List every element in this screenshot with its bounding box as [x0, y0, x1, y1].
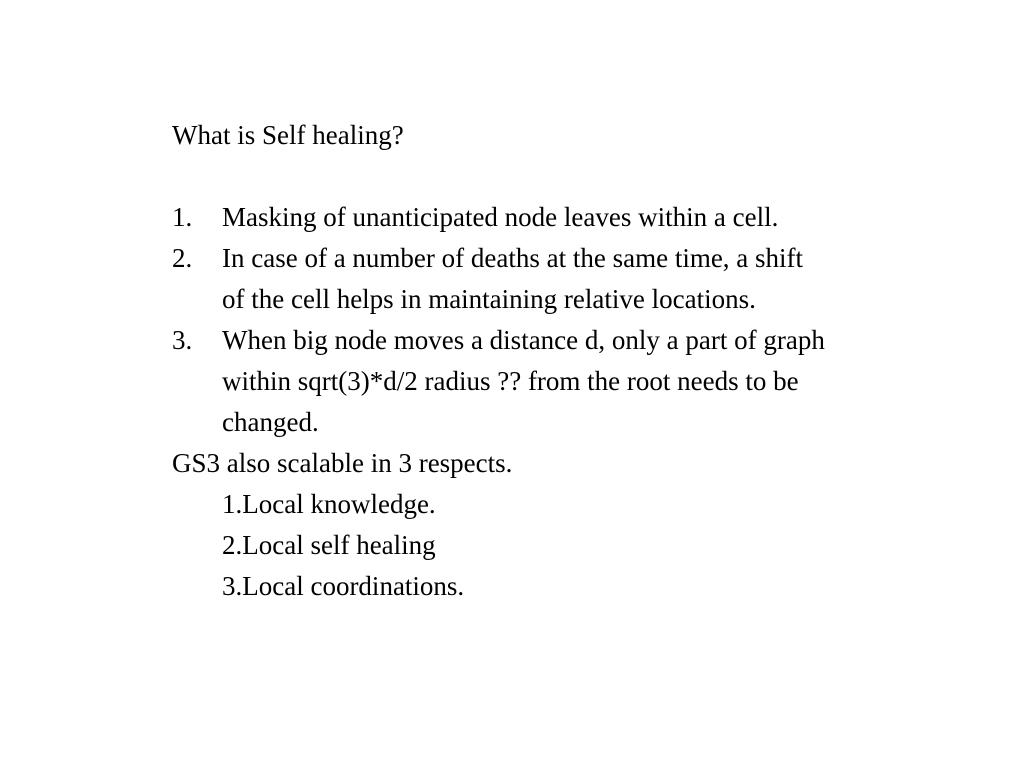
item-body [222, 238, 1002, 320]
item-number: 3. [172, 325, 193, 355]
scalable-item: 3.Local coordinations. [222, 571, 465, 601]
scalable-item: 1.Local knowledge. [222, 489, 436, 519]
item-body [222, 320, 1002, 443]
item-line: changed. [222, 407, 319, 437]
numbered-item [172, 320, 1002, 443]
item-number: 1. [172, 202, 193, 232]
item-body [222, 197, 1002, 238]
blank-line [172, 156, 1002, 197]
item-line: of the cell helps in maintaining relative locations. [222, 284, 756, 314]
item-line: In case of a number of deaths at the same time, a shift [222, 243, 804, 273]
numbered-item [172, 197, 1002, 238]
numbered-item [172, 238, 1002, 320]
slide-heading: What is Self healing? [172, 120, 404, 150]
item-line: When big node moves a distance d, only a part of graph [222, 325, 825, 355]
item-line: Masking of unanticipated node leaves within a cell. [222, 202, 779, 232]
scalable-item: 2.Local self healing [222, 530, 436, 560]
item-line: within sqrt(3)*d/2 radius ?? from the root needs to be [222, 366, 799, 396]
slide-content [172, 115, 1002, 607]
scalable-heading: GS3 also scalable in 3 respects. [172, 448, 513, 478]
item-number: 2. [172, 243, 193, 273]
